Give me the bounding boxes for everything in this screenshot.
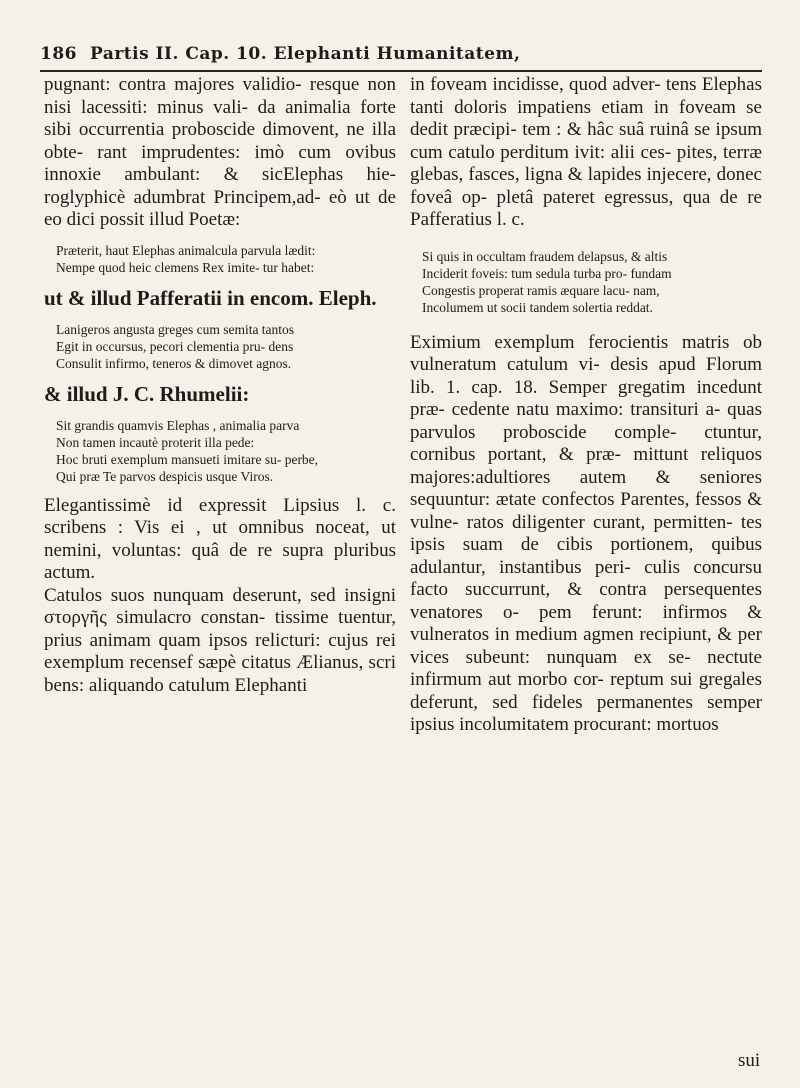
page-number: 186 <box>40 44 77 64</box>
verse-line: Lanigeros angusta greges cum semita tantos <box>56 321 295 337</box>
left-column <box>44 74 396 697</box>
paragraph: Eximium exemplum ferocientis matris ob vulneratum catulum vi- desis apud Florum lib. 1. cap. 18. Semper gregatim incedunt præ- cedente natu maximo: transituri a- quas parvulos proboscide comple- ctuntur, cornibus portant, & præ- mittunt reliquos majores:adultiores autem & seniores sequuntur: ætate confectos Parentes, fessos & vulne- ratos diligenter curant, permitten- tes ipsis suam de cibis portionem, quibus adulantur, instantibus peri- culis concursu facto succurrunt, & contra persequentes venatores o- pem ferunt: infirmos & vulneratos in medium agmen recipiunt, & per vices subeunt: nunquam ex se- nectute infirmum aut morbo cor- reptum sui gregales deferunt, sed fideles permanentes semper ipsius incolumitatem procurant: mortuos <box>410 331 762 735</box>
verse-line: Præterit, haut Elephas animalcula parvula lædit: <box>56 242 316 258</box>
verse-line: Nempe quod heic clemens Rex imite- tur habet: <box>56 259 315 275</box>
verse-line: Incolumem ut socii tandem solertia reddat. <box>422 299 653 315</box>
paragraph: in foveam incidisse, quod adver- tens Elephas tanti doloris impatiens etiam in foveam se dedit præcipi- tem : & hâc suâ ruinâ se ipsum cum catulo perditum ivit: alii ces- pites, terræ glebas, fasces, ligna & lapides injecere, donec foveâ op- pletâ pateret egressus, qua de re Pafferatius l. c. <box>410 74 762 230</box>
verse-line: Sit grandis quamvis Elephas , animalia parva <box>56 417 300 433</box>
verse-line: Si quis in occultam fraudem delapsus, & altis <box>422 248 668 264</box>
verse-intro: ut & illud Pafferatii in encom. Eleph. <box>44 285 377 310</box>
verse-line: Qui præ Te parvos despicis usque Viros. <box>56 468 274 484</box>
verse-line: Congestis properat ramis æquare lacu- nam, <box>422 282 660 298</box>
paragraph: pugnant: contra majores validio- resque non nisi lacessiti: minus vali- da animalia forte sibi occurrentia proboscide dimovent, ne illa obte- rant imprudentes: imò cum ovibus innoxie ambulant: & sicElephas hie- roglyphicè adumbrat Principem,ad- eò ut de eo dici possit illud Poetæ: <box>44 74 396 230</box>
verse-line: Consulit infirmo, teneros & dimovet agnos. <box>56 355 292 371</box>
catchword: sui <box>738 1050 761 1071</box>
header-rule <box>40 70 762 72</box>
paragraph: Catulos suos nunquam deserunt, sed insigni στοργῆς simulacro constan- tissime tuentur, prius animam quam ipsos relicturi: cujus rei exemplum recensef sæpè citatus Ælianus, scri bens: aliquando catulum Elephanti <box>44 584 396 696</box>
verse-line: Non tamen incautè proterit illa pede: <box>56 434 255 450</box>
paragraph: Elegantissimè id expressit Lipsius l. c. scribens : Vis ei , ut omnibus noceat, ut nemini, voluntas: quâ de re supra pluribus actum. <box>44 494 396 583</box>
verse-line: Egit in occursus, pecori clementia pru- dens <box>56 338 294 354</box>
verse-intro: & illud J. C. Rhumelii: <box>44 381 250 406</box>
verse-line: Hoc bruti exemplum mansueti imitare su- perbe, <box>56 451 319 467</box>
verse-line: Inciderit foveis: tum sedula turba pro- fundam <box>422 265 672 281</box>
right-column <box>410 74 762 737</box>
running-title: Partis II. Cap. 10. Elephanti Humanitatem, <box>90 44 521 64</box>
